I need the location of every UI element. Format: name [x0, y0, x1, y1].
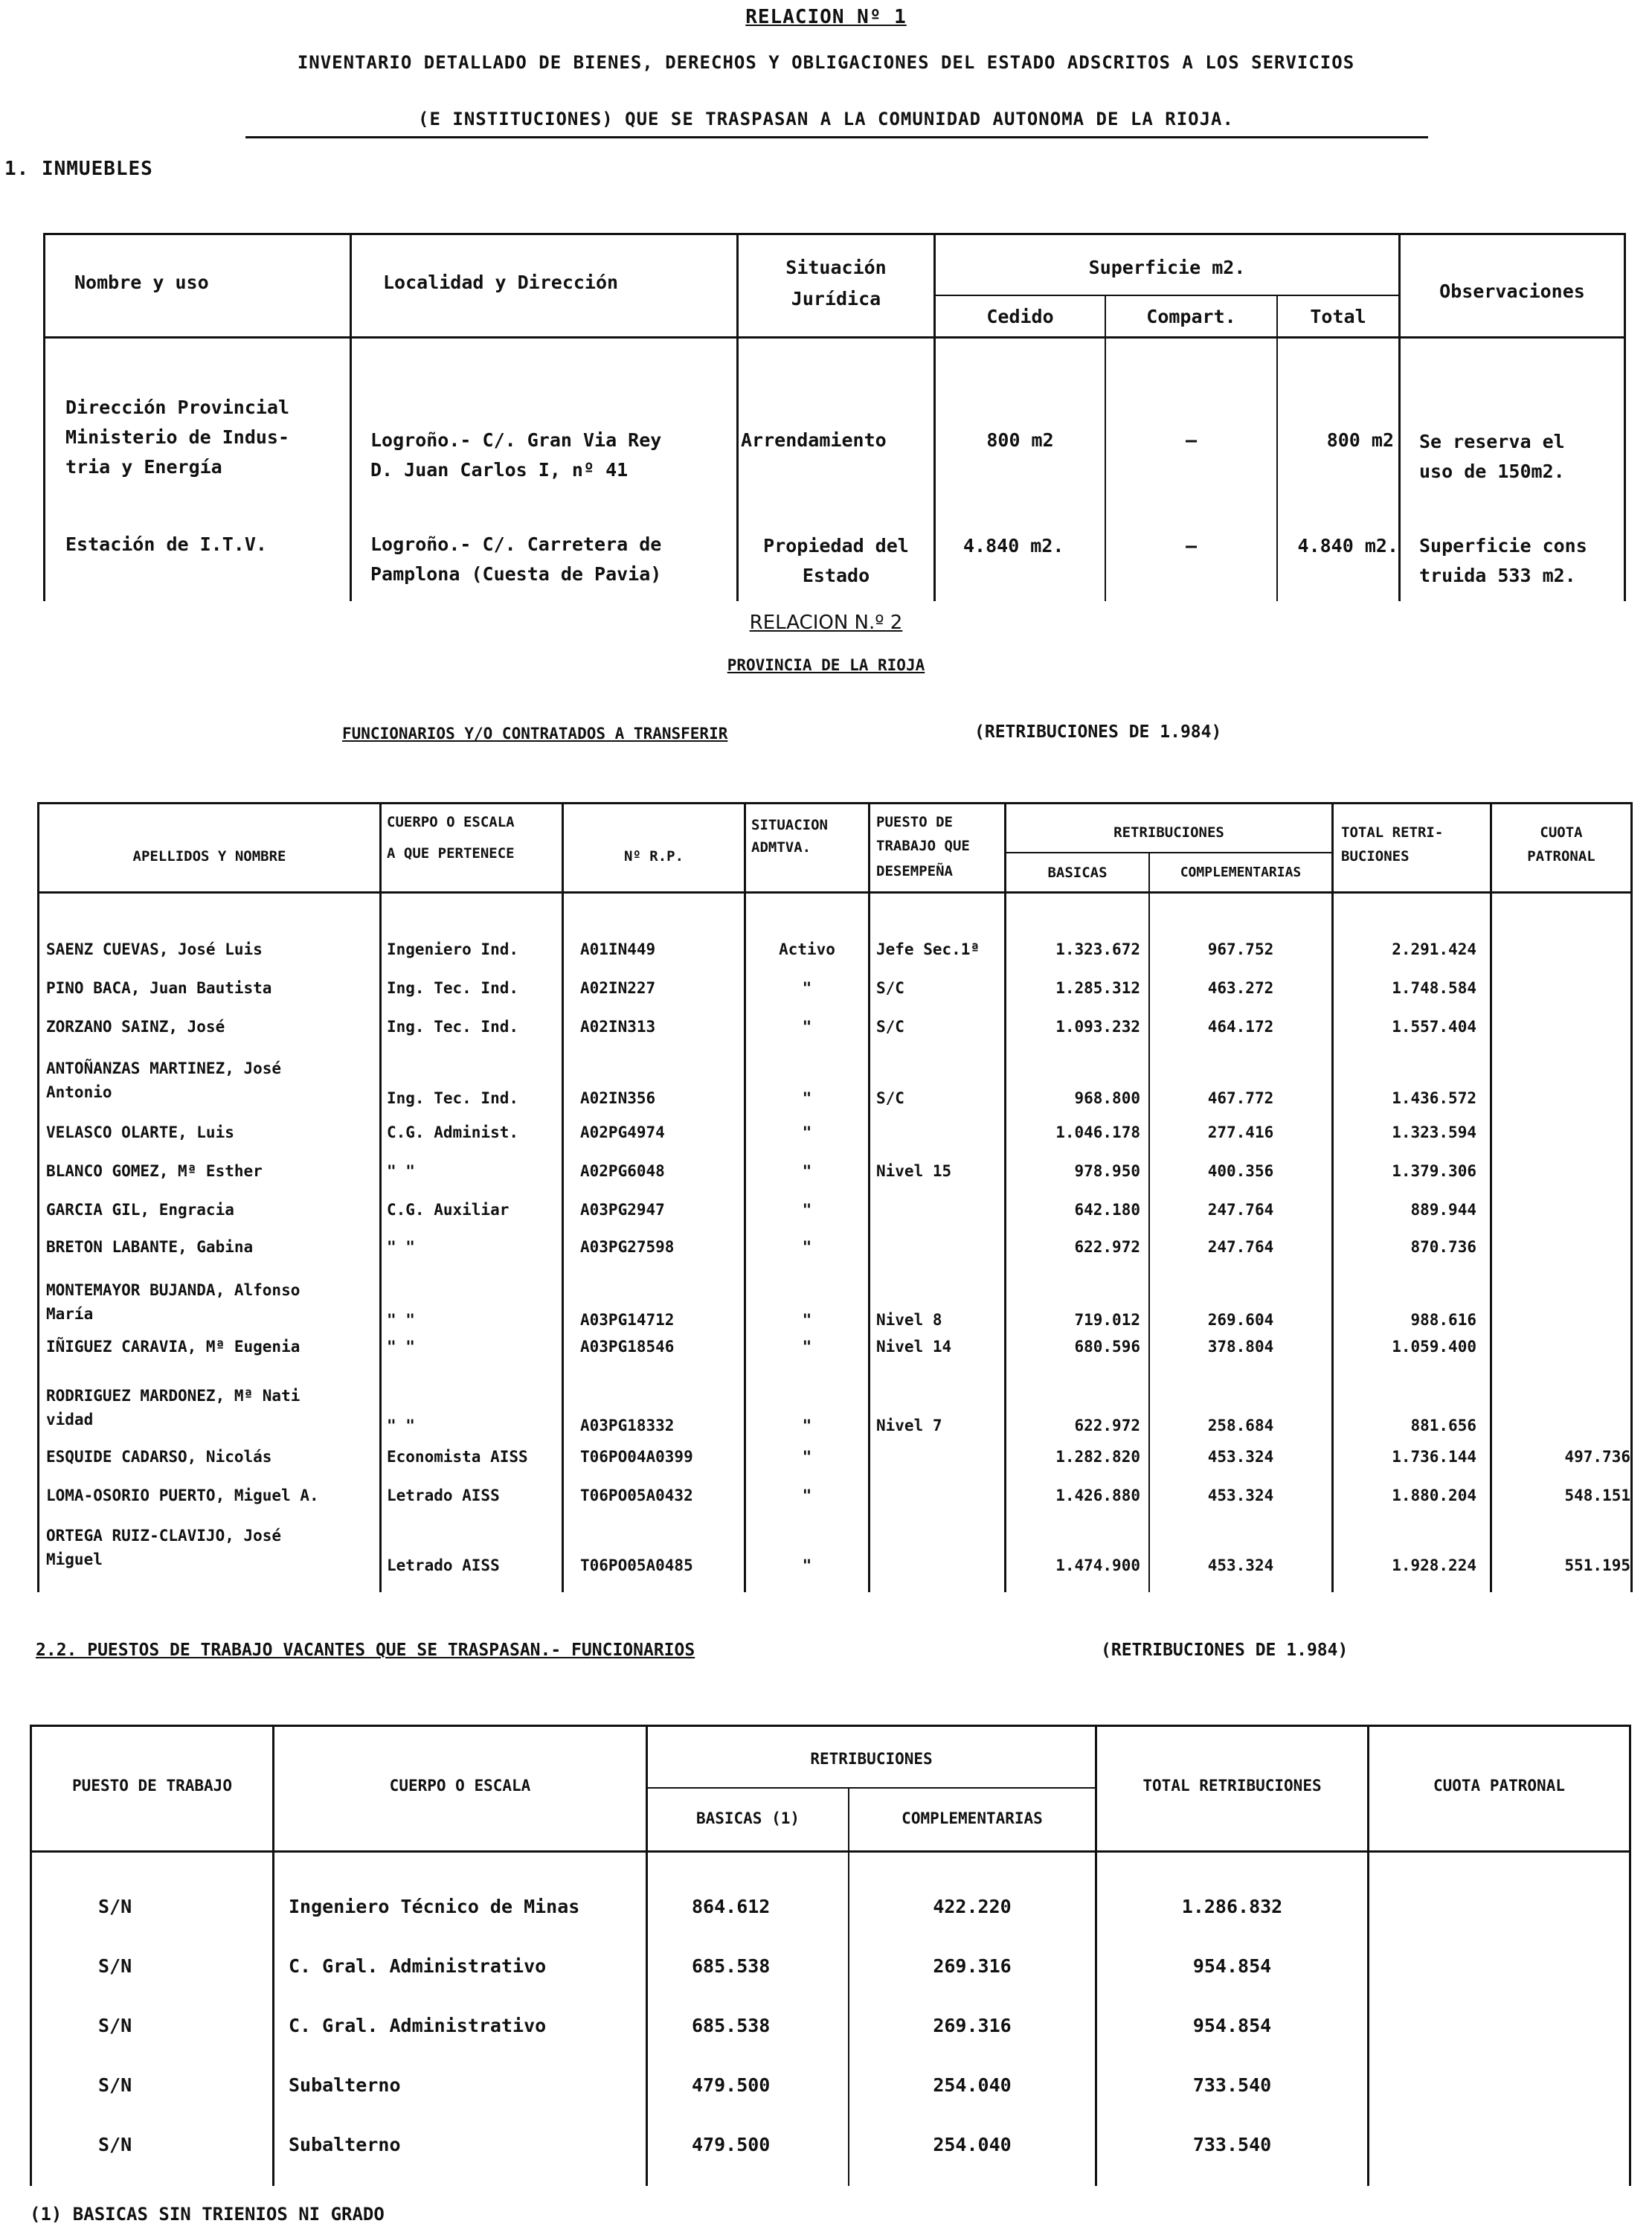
- r2-cell-basicas: 719.012: [1074, 1311, 1140, 1329]
- r2-cell-nombre: IÑIGUEZ CARAVIA, Mª Eugenia: [46, 1338, 300, 1356]
- r2-header-complementarias: COMPLEMENTARIAS: [1180, 865, 1302, 880]
- r3-cell-total: 954.854: [1192, 1955, 1272, 1977]
- r2-cell-nombre: vidad: [46, 1411, 94, 1429]
- r2-header-cuota: CUOTA: [1540, 824, 1583, 841]
- r2-cell-nombre: LOMA-OSORIO PUERTO, Miguel A.: [46, 1487, 319, 1504]
- r1-cell-cedido: 4.840 m2.: [963, 535, 1064, 557]
- r2-cell-total: 1.880.204: [1392, 1487, 1476, 1504]
- footnote: (1) BASICAS SIN TRIENIOS NI GRADO: [30, 2204, 385, 2225]
- r3-header-basicas: BASICAS (1): [695, 1809, 800, 1827]
- r2-cell-total: 1.748.584: [1392, 979, 1476, 997]
- r3-title: 2.2. PUESTOS DE TRABAJO VACANTES QUE SE TRASPASAN.- FUNCIONARIOS: [36, 1641, 695, 1660]
- r2-header-total: TOTAL RETRI-: [1341, 824, 1444, 841]
- r3-cell-basicas: 685.538: [692, 2015, 771, 2036]
- r3-header-retribuciones: RETRIBUCIONES: [810, 1750, 933, 1768]
- r2-cell-nrp: A03PG27598: [580, 1238, 675, 1256]
- r3-cell-total: 733.540: [1192, 2134, 1272, 2155]
- r1-cell-situacion: Arrendamiento: [741, 429, 887, 451]
- r2-cell-basicas: 642.180: [1074, 1201, 1140, 1219]
- r3-cell-cuerpo: C. Gral. Administrativo: [289, 1955, 547, 1977]
- r2-cell-cuerpo: Ing. Tec. Ind.: [387, 1089, 519, 1107]
- r2-cell-nrp: A02IN313: [580, 1018, 656, 1036]
- r3-header-cuota: CUOTA PATRONAL: [1433, 1777, 1565, 1795]
- r1-header-nombre: Nombre y uso: [74, 272, 209, 293]
- r1-header-situacion-2: Jurídica: [791, 288, 881, 310]
- r3-cell-puesto: S/N: [98, 2074, 132, 2096]
- r2-cell-situacion: ": [802, 1338, 812, 1356]
- r2-cell-puesto: Nivel 8: [876, 1311, 942, 1329]
- r2-cell-complementarias: 463.272: [1207, 979, 1274, 997]
- r1-subtitle-2: (E INSTITUCIONES) QUE SE TRASPASAN A LA COMUNIDAD AUTONOMA DE LA RIOJA.: [418, 109, 1234, 129]
- r2-cell-cuerpo: Letrado AISS: [387, 1487, 500, 1504]
- r2-cell-total: 988.616: [1410, 1311, 1476, 1329]
- r2-cell-total: 881.656: [1410, 1417, 1476, 1434]
- r2-cell-total: 870.736: [1410, 1238, 1476, 1256]
- r2-cell-basicas: 968.800: [1074, 1089, 1140, 1107]
- r2-cell-situacion: ": [802, 1089, 812, 1107]
- r3-header-puesto: PUESTO DE TRABAJO: [72, 1777, 232, 1795]
- r1-cell-total: 4.840 m2.: [1297, 535, 1398, 557]
- r2-cell-situacion: ": [802, 1556, 812, 1574]
- r2-cell-situacion: ": [802, 1018, 812, 1036]
- r1-header-total: Total: [1310, 306, 1366, 327]
- r2-header-puesto: TRABAJO QUE: [876, 838, 970, 854]
- r2-cell-total: 1.736.144: [1392, 1448, 1476, 1466]
- r2-cell-puesto: S/C: [876, 1018, 904, 1036]
- r2-cell-cuerpo: " ": [387, 1238, 415, 1256]
- r2-cell-puesto: Nivel 7: [876, 1417, 942, 1434]
- r2-cell-nrp: A01IN449: [580, 940, 656, 958]
- r2-cell-nombre: GARCIA GIL, Engracia: [46, 1201, 234, 1219]
- r2-cell-nombre: ORTEGA RUIZ-CLAVIJO, José: [46, 1527, 282, 1545]
- r2-cell-complementarias: 467.772: [1207, 1089, 1274, 1107]
- r2-cell-situacion: ": [802, 979, 812, 997]
- r2-cell-nombre: Antonio: [46, 1083, 112, 1101]
- r2-header-cuerpo: A QUE PERTENECE: [387, 845, 515, 862]
- r2-header-total: BUCIONES: [1341, 848, 1410, 865]
- r2-header-situacion: SITUACION: [751, 817, 828, 833]
- r2-cell-complementarias: 378.804: [1207, 1338, 1274, 1356]
- r2-cell-situacion: Activo: [779, 940, 835, 958]
- r3-header-cuerpo: CUERPO O ESCALA: [389, 1777, 531, 1795]
- r2-cell-basicas: 1.474.900: [1055, 1556, 1140, 1574]
- r2-cell-complementarias: 967.752: [1207, 940, 1274, 958]
- r2-cell-nrp: A03PG18546: [580, 1338, 675, 1356]
- r2-header-cuerpo: CUERPO O ESCALA: [387, 814, 515, 830]
- r2-cell-nrp: A03PG14712: [580, 1311, 675, 1329]
- r2-cell-puesto: Jefe Sec.1ª: [876, 940, 980, 958]
- r2-cell-basicas: 1.426.880: [1055, 1487, 1140, 1504]
- r2-cell-cuerpo: Ingeniero Ind.: [387, 940, 519, 958]
- r2-cell-cuota: 497.736: [1564, 1448, 1630, 1466]
- r2-cell-cuerpo: C.G. Administ.: [387, 1123, 519, 1141]
- r2-header-nrp: Nº R.P.: [623, 848, 684, 865]
- r2-retribuciones-year: (RETRIBUCIONES DE 1.984): [974, 722, 1222, 742]
- r3-cell-basicas: 685.538: [692, 1955, 771, 1977]
- r2-cell-complementarias: 453.324: [1207, 1556, 1274, 1574]
- r2-header-retribuciones: RETRIBUCIONES: [1113, 824, 1224, 841]
- r3-cell-cuerpo: C. Gral. Administrativo: [289, 2015, 547, 2036]
- r2-cell-nombre: RODRIGUEZ MARDONEZ, Mª Nati: [46, 1387, 300, 1405]
- r3-cell-basicas: 479.500: [692, 2074, 771, 2096]
- r3-cell-cuerpo: Subalterno: [289, 2134, 401, 2155]
- r2-cell-situacion: ": [802, 1123, 812, 1141]
- r2-cell-basicas: 680.596: [1074, 1338, 1140, 1356]
- r2-cell-nombre: VELASCO OLARTE, Luis: [46, 1123, 234, 1141]
- r2-header-basicas: BASICAS: [1047, 865, 1108, 881]
- r2-cell-nombre: BLANCO GOMEZ, Mª Esther: [46, 1162, 263, 1180]
- r3-cell-total: 954.854: [1192, 2015, 1272, 2036]
- r2-cell-nombre: SAENZ CUEVAS, José Luis: [46, 940, 263, 958]
- r1-cell-compart: —: [1185, 429, 1198, 451]
- r2-cell-nombre: ESQUIDE CADARSO, Nicolás: [46, 1448, 272, 1466]
- r1-cell-observaciones: uso de 150m2.: [1419, 461, 1565, 482]
- r2-header-puesto: PUESTO DE: [876, 814, 953, 830]
- r1-cell-observaciones: truida 533 m2.: [1419, 565, 1576, 586]
- r1-cell-nombre: tria y Energía: [65, 456, 222, 478]
- r2-cell-cuerpo: C.G. Auxiliar: [387, 1201, 510, 1219]
- r2-cell-total: 889.944: [1410, 1201, 1476, 1219]
- r3-cell-basicas: 864.612: [692, 1896, 771, 1917]
- r3-retribuciones-year: (RETRIBUCIONES DE 1.984): [1101, 1641, 1349, 1660]
- r2-cell-nrp: A02PG6048: [580, 1162, 665, 1180]
- r2-cell-complementarias: 277.416: [1207, 1123, 1274, 1141]
- r2-cell-basicas: 1.093.232: [1055, 1018, 1140, 1036]
- r1-cell-localidad: Logroño.- C/. Gran Via Rey: [370, 429, 662, 451]
- r1-cell-situacion: Estado: [802, 565, 870, 586]
- r1-cell-localidad: D. Juan Carlos I, nº 41: [370, 459, 629, 481]
- r2-cell-situacion: ": [802, 1417, 812, 1434]
- r2-cell-cuerpo: " ": [387, 1417, 415, 1434]
- r2-cell-puesto: S/C: [876, 979, 904, 997]
- r2-cell-cuerpo: Economista AISS: [387, 1448, 528, 1466]
- r3-cell-basicas: 479.500: [692, 2134, 771, 2155]
- r2-cell-total: 1.379.306: [1392, 1162, 1476, 1180]
- r2-cell-cuerpo: Ing. Tec. Ind.: [387, 1018, 519, 1036]
- r2-cell-puesto: Nivel 15: [876, 1162, 952, 1180]
- r2-cell-nrp: T06PO05A0432: [580, 1487, 693, 1504]
- r2-cell-nrp: A03PG18332: [580, 1417, 675, 1434]
- r3-cell-puesto: S/N: [98, 2015, 132, 2036]
- r2-cell-nombre: María: [46, 1305, 94, 1323]
- r1-cell-nombre: Dirección Provincial: [65, 397, 290, 418]
- r2-cell-cuota: 551.195: [1564, 1556, 1630, 1574]
- r1-header-superficie: Superficie m2.: [1088, 257, 1246, 278]
- r2-cell-total: 2.291.424: [1392, 940, 1476, 958]
- r3-cell-complementarias: 254.040: [933, 2134, 1012, 2155]
- r2-cell-nrp: T06PO04A0399: [580, 1448, 693, 1466]
- r1-cell-localidad: Pamplona (Cuesta de Pavia): [370, 563, 662, 585]
- r3-cell-complementarias: 254.040: [933, 2074, 1012, 2096]
- r2-cell-total: 1.557.404: [1392, 1018, 1476, 1036]
- r2-provincia: PROVINCIA DE LA RIOJA: [727, 656, 925, 674]
- r2-cell-nrp: A03PG2947: [580, 1201, 665, 1219]
- r2-cell-basicas: 1.285.312: [1055, 979, 1140, 997]
- r1-cell-situacion: Propiedad del: [763, 535, 909, 557]
- r3-header-complementarias: COMPLEMENTARIAS: [901, 1809, 1043, 1827]
- r1-header-compart: Compart.: [1146, 306, 1236, 327]
- r3-cell-total: 733.540: [1192, 2074, 1272, 2096]
- r3-cell-complementarias: 269.316: [933, 1955, 1012, 1977]
- r2-cell-situacion: ": [802, 1311, 812, 1329]
- r1-header-cedido: Cedido: [986, 306, 1054, 327]
- r1-header-localidad: Localidad y Dirección: [383, 272, 619, 293]
- r2-cell-situacion: ": [802, 1201, 812, 1219]
- r2-header-cuota: PATRONAL: [1527, 848, 1595, 865]
- r3-cell-complementarias: 269.316: [933, 2015, 1012, 2036]
- r2-cell-nombre: Miguel: [46, 1551, 103, 1568]
- r2-cell-basicas: 1.046.178: [1055, 1123, 1140, 1141]
- r2-cell-nombre: ZORZANO SAINZ, José: [46, 1018, 225, 1036]
- r2-cell-nrp: A02IN356: [580, 1089, 656, 1107]
- r2-cell-complementarias: 453.324: [1207, 1487, 1274, 1504]
- r2-cell-nrp: T06PO05A0485: [580, 1556, 693, 1574]
- r2-cell-cuerpo: Letrado AISS: [387, 1556, 500, 1574]
- r1-section-title: 1. INMUEBLES: [4, 158, 153, 180]
- r2-header-puesto: DESEMPEÑA: [876, 863, 953, 879]
- r2-cell-nombre: MONTEMAYOR BUJANDA, Alfonso: [46, 1281, 300, 1299]
- r2-cell-total: 1.928.224: [1392, 1556, 1476, 1574]
- r1-header-situacion-1: Situación: [785, 257, 887, 278]
- r3-header-total: TOTAL RETRIBUCIONES: [1142, 1777, 1322, 1795]
- r1-cell-localidad: Logroño.- C/. Carretera de: [370, 533, 662, 555]
- r2-header-apellidos: APELLIDOS Y NOMBRE: [132, 848, 286, 865]
- r2-cell-total: 1.436.572: [1392, 1089, 1476, 1107]
- r2-cell-nombre: BRETON LABANTE, Gabina: [46, 1238, 254, 1256]
- r3-cell-total: 1.286.832: [1181, 1896, 1283, 1917]
- r2-cell-situacion: ": [802, 1162, 812, 1180]
- r2-cell-basicas: 1.282.820: [1055, 1448, 1140, 1466]
- r2-cell-cuerpo: " ": [387, 1311, 415, 1329]
- r2-cell-situacion: ": [802, 1238, 812, 1256]
- r1-subtitle-rule: [245, 136, 1428, 138]
- r2-cell-basicas: 622.972: [1074, 1238, 1140, 1256]
- r2-cell-complementarias: 258.684: [1207, 1417, 1274, 1434]
- r1-cell-observaciones: Se reserva el: [1419, 431, 1565, 452]
- r1-cell-observaciones: Superficie cons: [1419, 535, 1587, 557]
- r1-cell-total: 800 m2: [1326, 429, 1394, 451]
- r2-cell-basicas: 1.323.672: [1055, 940, 1140, 958]
- r2-cell-total: 1.323.594: [1392, 1123, 1476, 1141]
- r2-cell-complementarias: 247.764: [1207, 1238, 1274, 1256]
- r2-cell-cuerpo: " ": [387, 1338, 415, 1356]
- r2-cell-total: 1.059.400: [1392, 1338, 1476, 1356]
- r2-cell-complementarias: 464.172: [1207, 1018, 1274, 1036]
- r2-subtitle: FUNCIONARIOS Y/O CONTRATADOS A TRANSFERIR: [342, 725, 728, 743]
- r3-cell-puesto: S/N: [98, 2134, 132, 2155]
- r2-header-situacion: ADMTVA.: [751, 839, 811, 856]
- r2-cell-complementarias: 400.356: [1207, 1162, 1274, 1180]
- r2-cell-cuerpo: Ing. Tec. Ind.: [387, 979, 519, 997]
- r1-header-observaciones: Observaciones: [1439, 280, 1585, 302]
- r2-cell-complementarias: 269.604: [1207, 1311, 1274, 1329]
- r1-cell-cedido: 800 m2: [986, 429, 1054, 451]
- r2-cell-puesto: Nivel 14: [876, 1338, 952, 1356]
- r1-title: RELACION Nº 1: [745, 6, 907, 28]
- r3-cell-puesto: S/N: [98, 1896, 132, 1917]
- r2-cell-nrp: A02PG4974: [580, 1123, 665, 1141]
- r2-title: RELACION N.º 2: [749, 612, 903, 634]
- r3-cell-cuerpo: Subalterno: [289, 2074, 401, 2096]
- r1-cell-nombre: Ministerio de Indus-: [65, 426, 290, 448]
- r1-subtitle-1: INVENTARIO DETALLADO DE BIENES, DERECHOS Y OBLIGACIONES DEL ESTADO ADSCRITOS A LOS SERVICIOS: [297, 52, 1355, 73]
- r1-cell-nombre: Estación de I.T.V.: [65, 533, 267, 555]
- r2-cell-complementarias: 247.764: [1207, 1201, 1274, 1219]
- r3-cell-cuerpo: Ingeniero Técnico de Minas: [289, 1896, 580, 1917]
- r2-cell-basicas: 622.972: [1074, 1417, 1140, 1434]
- r2-cell-situacion: ": [802, 1448, 812, 1466]
- r3-cell-puesto: S/N: [98, 1955, 132, 1977]
- r1-cell-compart: —: [1185, 535, 1198, 557]
- r2-cell-complementarias: 453.324: [1207, 1448, 1274, 1466]
- r2-cell-nrp: A02IN227: [580, 979, 656, 997]
- r2-cell-puesto: S/C: [876, 1089, 904, 1107]
- r2-cell-situacion: ": [802, 1487, 812, 1504]
- r3-cell-complementarias: 422.220: [933, 1896, 1012, 1917]
- r2-cell-cuerpo: " ": [387, 1162, 415, 1180]
- r2-cell-basicas: 978.950: [1074, 1162, 1140, 1180]
- r2-cell-cuota: 548.151: [1564, 1487, 1630, 1504]
- r2-cell-nombre: ANTOÑANZAS MARTINEZ, José: [46, 1059, 282, 1077]
- r2-cell-nombre: PINO BACA, Juan Bautista: [46, 979, 272, 997]
